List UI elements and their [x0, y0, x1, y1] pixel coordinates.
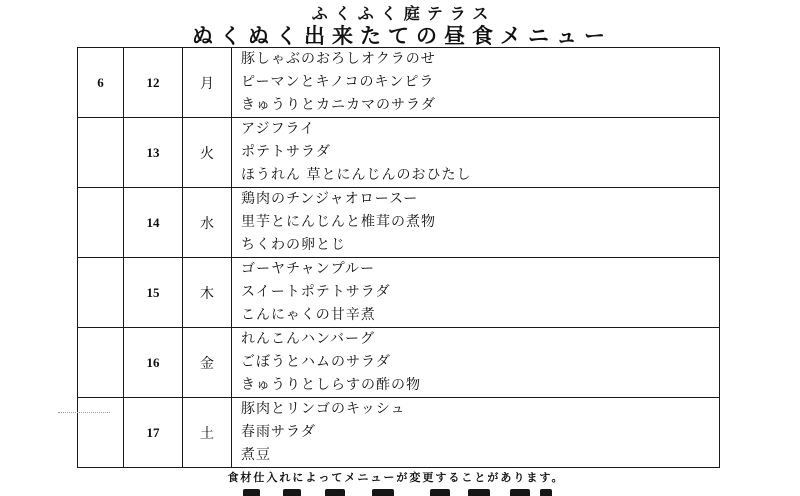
menu-table	[77, 47, 720, 468]
cutoff-text-fragment	[0, 488, 800, 496]
menu-item: きゅうりとしらすの酢の物	[241, 377, 421, 393]
menu-item: アジフライ	[241, 121, 316, 137]
menu-item: 豚しゃぶのおろしオクラのせ	[241, 51, 436, 67]
menu-row	[78, 398, 720, 468]
menu-row	[78, 328, 720, 398]
weekday: 木	[183, 258, 232, 328]
weekday: 水	[183, 188, 232, 258]
items-cell	[232, 328, 720, 398]
menu-row	[78, 188, 720, 258]
day-number: 13	[124, 118, 183, 188]
weekday: 火	[183, 118, 232, 188]
items-cell	[232, 118, 720, 188]
day-number: 16	[124, 328, 183, 398]
menu-item: ごぼうとハムのサラダ	[241, 354, 391, 370]
day-number: 12	[124, 48, 183, 118]
items-cell	[232, 398, 720, 468]
day-number: 14	[124, 188, 183, 258]
menu-row	[78, 48, 720, 118]
month-cell-empty	[78, 118, 124, 188]
menu-title: ぬくぬく出来たての昼食メニュー	[192, 24, 612, 48]
footer-note: 食材仕入れによってメニューが変更することがあります。	[227, 471, 565, 484]
menu-item: こんにゃくの甘辛煮	[241, 307, 376, 323]
menu-item: ちくわの卵とじ	[241, 237, 346, 253]
menu-row	[78, 118, 720, 188]
menu-item: 豚肉とリンゴのキッシュ	[241, 401, 406, 417]
menu-item: 鶏肉のチンジャオロースー	[241, 191, 419, 207]
menu-item: 煮豆	[241, 447, 271, 463]
day-number: 15	[124, 258, 183, 328]
menu-item: ゴーヤチャンプルー	[241, 261, 376, 277]
menu-row	[78, 258, 720, 328]
items-cell	[232, 188, 720, 258]
menu-item: きゅうりとカニカマのサラダ	[241, 97, 436, 113]
weekday: 金	[183, 328, 232, 398]
month-cell-empty	[78, 258, 124, 328]
menu-item: スイートポテトサラダ	[241, 284, 391, 300]
weekday: 月	[183, 48, 232, 118]
month-cell: 6	[78, 48, 124, 118]
items-cell	[232, 258, 720, 328]
menu-item: れんこんハンバーグ	[241, 331, 376, 347]
menu-item: ポテトサラダ	[241, 144, 331, 160]
month-cell-empty	[78, 398, 124, 468]
menu-item: 里芋とにんじんと椎茸の煮物	[241, 214, 436, 230]
month-cell-empty	[78, 188, 124, 258]
weekday: 土	[183, 398, 232, 468]
venue-title: ふくふく庭テラス	[311, 4, 496, 23]
scan-noise-mark	[58, 412, 110, 413]
items-cell	[232, 48, 720, 118]
menu-item: ほうれん 草とにんじんのおひたし	[241, 167, 472, 183]
month-cell-empty	[78, 328, 124, 398]
menu-item: 春雨サラダ	[241, 424, 316, 440]
menu-item: ピーマンとキノコのキンピラ	[241, 74, 435, 90]
day-number: 17	[124, 398, 183, 468]
